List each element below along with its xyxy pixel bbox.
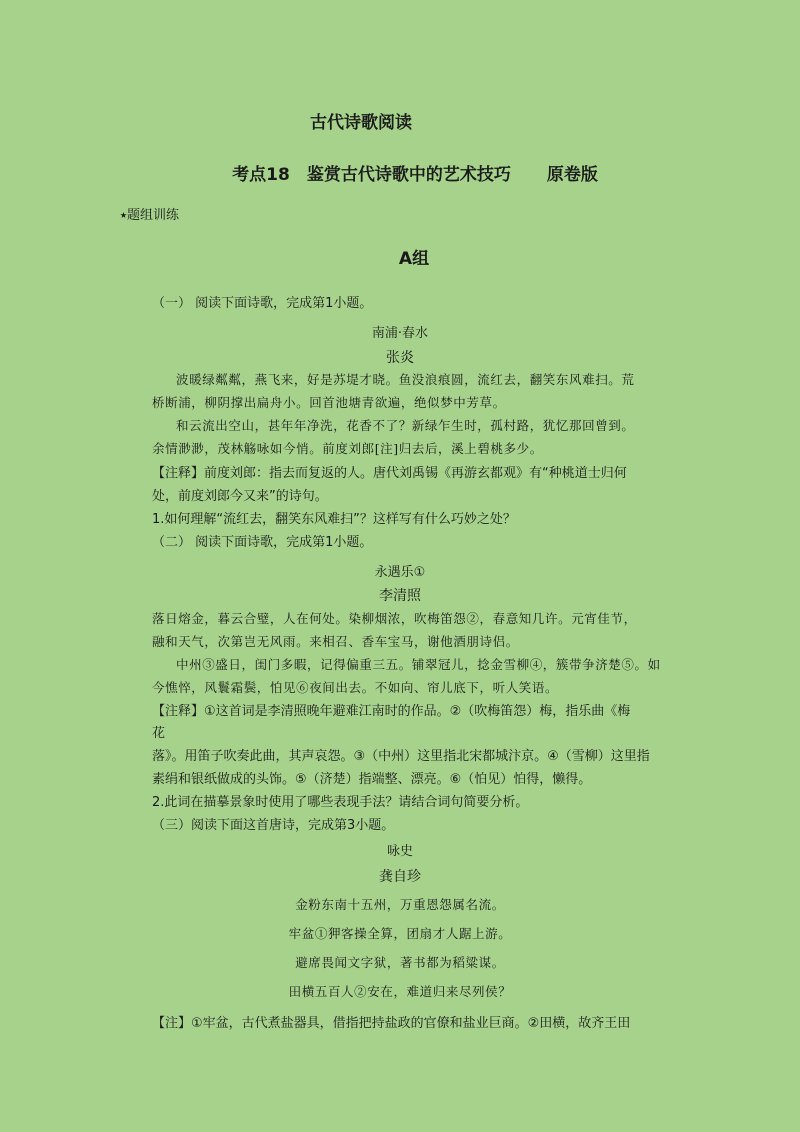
part3-poem-line: 避席畏闻文字狱，著书都为稻粱谋。 [295,955,505,970]
part2-poem-title: 永遇乐① [374,565,426,580]
part1-author: 张炎 [386,350,414,366]
part3-note: 【注】①牢盆，古代煮盐器具，借指把持盐政的官僚和盐业巨商。②田横，故齐王田 [152,1016,631,1031]
part3-poem-title: 咏史 [386,844,413,859]
part1-poem-line: 和云流出空山，甚年年净洗，花香不了？新绿乍生时，孤村路，犹忆那回曾到。 [176,418,635,433]
part2-author: 李清照 [379,588,421,604]
part2-note: 【注释】①这首词是李清照晚年避难江南时的作品。②（吹梅笛怨）梅，指乐曲《梅 [152,704,631,719]
part1-note: 【注释】前度刘郎：指去而复返的人。唐代刘禹锡《再游玄都观》有“种桃道士归何 [152,466,627,481]
page-title: 古代诗歌阅读 [310,113,412,133]
part1-poem-line: 桥断浦，柳阴撑出扁舟小。回首池塘青欲遍，绝似梦中芳草。 [152,395,506,410]
part3-instruction: （三）阅读下面这首唐诗，完成第3小题。 [152,818,395,833]
part2-note: 素绢和银纸做成的头饰。⑤（济楚）指端整、漂亮。⑥（怕见）怕得，懒得。 [152,772,592,787]
part1-poem-line: 余情渺渺，茂林觞咏如今悄。前度刘郎[注]归去后，溪上碧桃多少。 [152,441,543,456]
part2-poem-line: 今憔悴，风鬟霜鬓，怕见⑥夜间出去。不如向、帘儿底下，听人笑语。 [152,680,559,695]
page-subtitle [0,160,800,185]
section-label: ⭑题组训练 [120,208,180,223]
part3-poem-line: 牢盆①狎客操全算，团扇才人踞上游。 [288,926,512,941]
question-2: 2.此词在描摹景象时使用了哪些表现手法？请结合词句简要分析。 [152,795,529,810]
part2-poem-line: 中州③盛日，闺门多暇，记得偏重三五。铺翠冠儿，捻金雪柳④，簇带争济楚⑤。如 [176,657,661,672]
part3-author: 龚自珍 [379,869,421,885]
part2-instruction: （二） 阅读下面诗歌，完成第1小题。 [152,535,373,550]
part2-poem-line: 融和天气，次第岂无风雨。来相召、香车宝马，谢他酒朋诗侣。 [152,634,519,649]
part3-poem-line: 金粉东南十五州，万重恩怨属名流。 [295,897,505,912]
subtitle-topic: 考点18 鉴赏古代诗歌中的艺术技巧 [232,165,511,185]
part1-note: 处，前度刘郎今又来”的诗句。 [152,489,328,504]
part3-poem-line: 田横五百人②安在，难道归来尽列侯？ [288,984,512,999]
part1-instruction: （一） 阅读下面诗歌，完成第1小题。 [152,296,373,311]
part2-poem-line: 落日熔金，暮云合璧，人在何处。染柳烟浓，吹梅笛怨②，春意知几许。元宵佳节， [152,611,637,626]
subtitle-version: 原卷版 [546,165,598,185]
part2-note: 落》。用笛子吹奏此曲，其声哀怨。③（中州）这里指北宋都城汴京。④（雪柳）这里指 [152,749,650,764]
part2-note: 花 [152,726,166,741]
part1-poem-line: 波暖绿粼粼，燕飞来，好是苏堤才晓。鱼没浪痕圆，流红去，翻笑东风难扫。荒 [176,372,635,387]
group-heading: A组 [398,249,430,269]
part1-poem-title: 南浦·春水 [371,326,429,341]
question-1: 1.如何理解“流红去，翻笑东风难扫”？这样写有什么巧妙之处？ [152,512,516,527]
